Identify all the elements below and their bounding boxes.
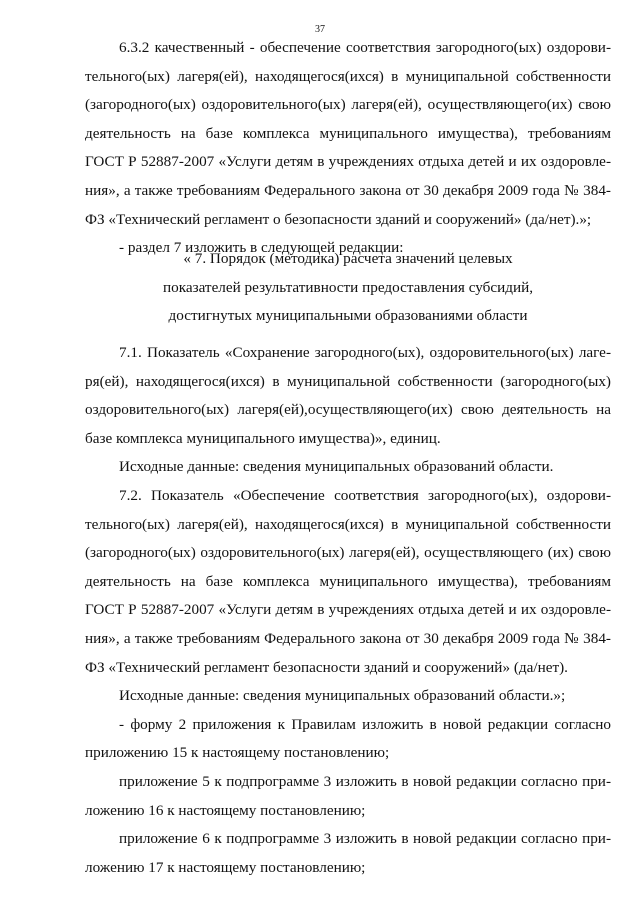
paragraph-form-2: - форму 2 приложения к Правилам изложить в новой редакции согласно приложению 15 к настоящему постановлению; xyxy=(85,715,611,762)
paragraph-source-data-1: Исходные данные: сведения муниципальных образований области. xyxy=(119,458,554,476)
paragraph-section-7-instruction: - раздел 7 изложить в следующей редакции: xyxy=(119,239,404,257)
heading-line-3: достигнутых муниципальными образованиями области xyxy=(168,307,528,325)
section-7-body xyxy=(85,339,611,882)
paragraph-appendix-6: приложение 6 к подпрограмме 3 изложить в новой редакции согласно приложению 17 к настоящему постановлению; xyxy=(85,830,611,876)
heading-line-1: « 7. Порядок (методика) расчета значений целевых xyxy=(183,250,513,267)
paragraph-6-3-2: 6.3.2 качественный - обеспечение соответствия загородного(ых) оздоровительного(ых) лагеря(ей), находящегося(ихся) в муниципальной собственности (загородного(ых) оздоровительного(ых) лагеря(ей), осуществляющего(их) свою деятельность на базе комплекса муниципального имущества), требованиям ГОСТ Р 52887-2007 «Услуги детям в учреждениях отдыха детей и их оздоровления», а также требованиям Федерального закона от 30 декабря 2009 года № 384-ФЗ «Технический регламент о безопасности зданий и сооружений» (да/нет).»; xyxy=(85,39,611,228)
section-7-heading xyxy=(85,245,611,331)
intro-block xyxy=(85,34,611,263)
paragraph-7-1: 7.1. Показатель «Сохранение загородного(ых), оздоровительного(ых) лагеря(ей), находящегося(ихся) в муниципальной собственности (загородного(ых) оздоровительного(ых) лагеря(ей),осуществляющего(их) свою деятельность на базе комплекса муниципального имущества)», единиц. xyxy=(85,344,611,447)
paragraph-appendix-5: приложение 5 к подпрограмме 3 изложить в новой редакции согласно приложению 16 к настоящему постановлению; xyxy=(85,772,611,819)
paragraph-7-2: 7.2. Показатель «Обеспечение соответствия загородного(ых), оздоровительного(ых) лагеря(ей), находящегося(ихся) в муниципальной собственности (загородного(ых) оздоровительного(ых) лагеря(ей), осуществляющего (их) свою деятельность на базе комплекса муниципального имущества), требованиям ГОСТ Р 52887-2007 «Услуги детям в учреждениях отдыха детей и их оздоровления», а также требованиям Федерального закона от 30 декабря 2009 года № 384-ФЗ «Технический регламент безопасности зданий и сооружений» (да/нет). xyxy=(85,486,611,676)
heading-line-2: показателей результативности предоставления субсидий, xyxy=(162,278,534,296)
page-number: 37 xyxy=(315,24,325,35)
paragraph-source-data-2: Исходные данные: сведения муниципальных образований области.»; xyxy=(119,687,566,705)
